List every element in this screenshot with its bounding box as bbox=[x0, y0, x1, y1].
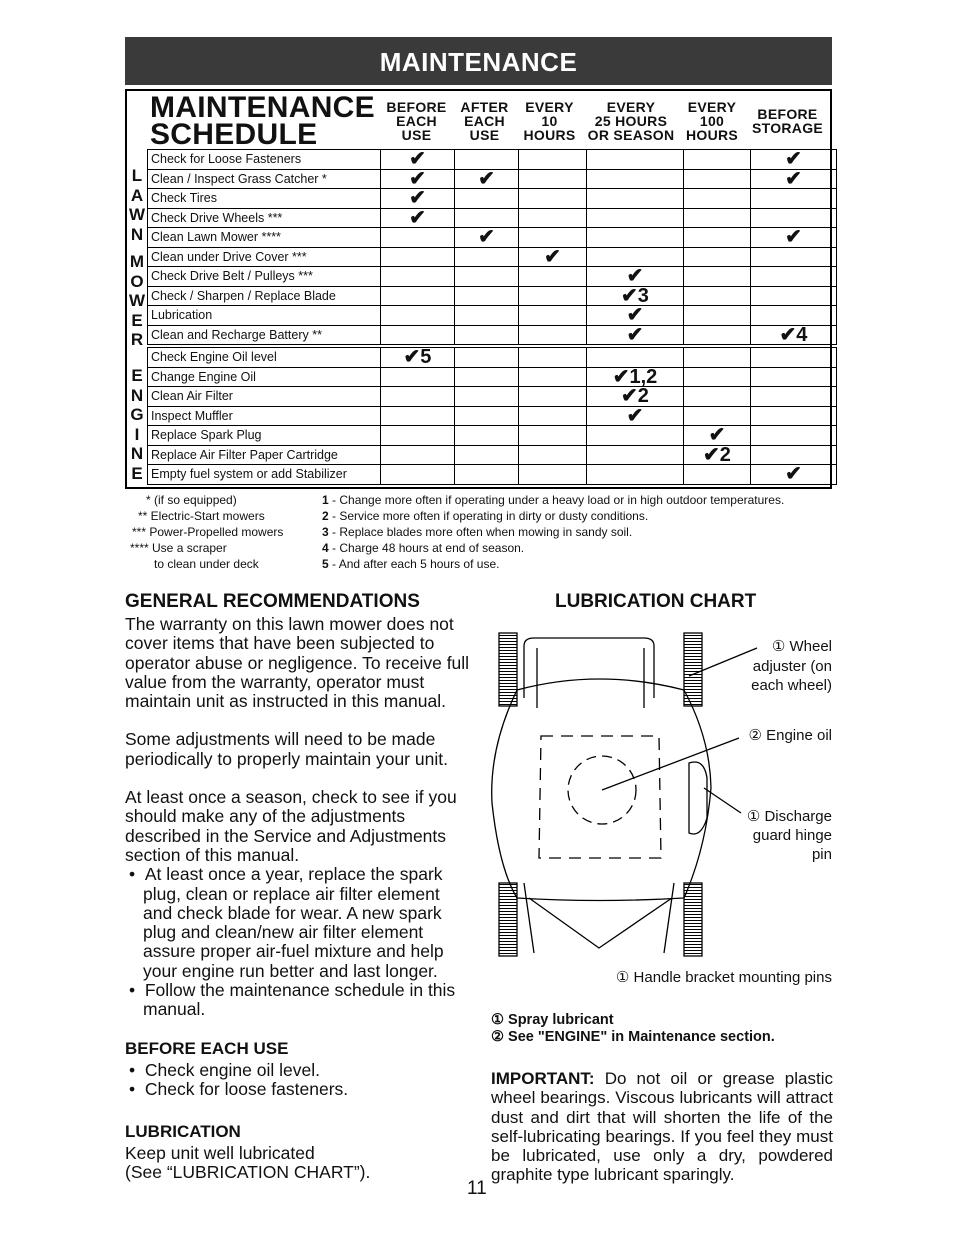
lubrication-legend: ① Spray lubricant ② See "ENGINE" in Maintenance section. bbox=[491, 1012, 775, 1045]
schedule-check-cell bbox=[587, 406, 684, 426]
important-text: Do not oil or grease plastic wheel bearings. Viscous lubricants will attract dust and dirt that will shorten the life of the self-lubricating bearings. If you feel they must be lubricated, use only a dry, powdered graphite type lubricant sparingly. bbox=[491, 1069, 833, 1185]
schedule-row bbox=[148, 325, 837, 345]
section-banner: MAINTENANCE bbox=[125, 37, 832, 85]
schedule-check-cell bbox=[455, 150, 519, 170]
discharge-guard-label: ① Discharge guard hinge pin bbox=[746, 808, 832, 863]
wheel-adjuster-label: ① Wheel bbox=[771, 638, 832, 655]
schedule-check-cell bbox=[751, 348, 837, 368]
schedule-check-cell bbox=[684, 367, 751, 387]
schedule-check-cell bbox=[455, 228, 519, 248]
schedule-check-cell bbox=[751, 286, 837, 306]
general-bullet-1: • At least once a year, replace the spark plug, clean or replace air filter element and check blade for wear. A new spark plug and clean/new air filter element assure proper air-fuel mixture and help your engine run better and last longer. bbox=[129, 864, 444, 981]
general-paragraph-3: At least once a season, check to see if you should make any of the adjustments described in the Service and Adjustments section of this manual. bbox=[125, 787, 457, 865]
lawn-mower-side-label: L A W N M O W E R bbox=[128, 166, 146, 349]
lubrication-heading: LUBRICATION bbox=[125, 1122, 241, 1141]
schedule-check-cell bbox=[587, 247, 684, 267]
check-mark-icon: ✔ bbox=[626, 265, 644, 288]
before-each-use-item: Check for loose fasteners. bbox=[144, 1079, 349, 1100]
schedule-check-cell bbox=[587, 169, 684, 189]
schedule-check-cell bbox=[381, 325, 455, 345]
general-recommendations-heading: GENERAL RECOMMENDATIONS bbox=[125, 591, 420, 612]
page-number: 11 bbox=[467, 1178, 487, 1199]
schedule-check-cell bbox=[519, 247, 587, 267]
col-header-before-storage: BEFORE STORAGE bbox=[751, 106, 824, 136]
schedule-check-cell bbox=[587, 465, 684, 485]
check-mark-icon: ✔ bbox=[785, 148, 802, 171]
schedule-check-cell bbox=[455, 286, 519, 306]
check-mark-icon: ✔ bbox=[409, 167, 426, 190]
check-mark-icon: ✔ bbox=[785, 463, 802, 486]
schedule-check-cell bbox=[587, 189, 684, 209]
schedule-check-cell bbox=[751, 387, 837, 407]
schedule-row bbox=[148, 189, 837, 209]
schedule-check-cell bbox=[455, 348, 519, 368]
schedule-row bbox=[148, 306, 837, 326]
schedule-check-cell bbox=[684, 247, 751, 267]
schedule-task: Replace Spark Plug bbox=[148, 426, 381, 446]
schedule-check-cell bbox=[519, 348, 587, 368]
important-label: IMPORTANT: bbox=[491, 1069, 595, 1088]
schedule-check-cell bbox=[455, 208, 519, 228]
check-mark-icon: ✔ bbox=[708, 424, 726, 447]
schedule-check-cell bbox=[519, 387, 587, 407]
schedule-check-cell bbox=[381, 189, 455, 209]
check-mark-icon: ✔ bbox=[409, 187, 426, 210]
schedule-task: Check Tires bbox=[148, 189, 381, 209]
check-mark-icon: ✔ bbox=[626, 304, 644, 327]
before-each-use-list: • Check engine oil level. • Check for loose fasteners. bbox=[129, 1060, 349, 1100]
check-mark-icon: ✔ bbox=[544, 245, 561, 268]
schedule-check-cell bbox=[587, 267, 684, 287]
schedule-check-cell bbox=[519, 465, 587, 485]
schedule-task: Check Engine Oil level bbox=[148, 348, 381, 368]
schedule-check-cell bbox=[587, 208, 684, 228]
schedule-check-cell bbox=[519, 406, 587, 426]
schedule-check-cell bbox=[381, 267, 455, 287]
general-bullet-2: • Follow the maintenance schedule in this manual. bbox=[129, 980, 456, 1020]
schedule-task: Lubrication bbox=[148, 306, 381, 326]
check-mark-icon: ✔1,2 bbox=[612, 365, 658, 388]
schedule-check-cell bbox=[587, 286, 684, 306]
check-mark-icon: ✔ bbox=[626, 404, 644, 427]
schedule-check-cell bbox=[587, 426, 684, 446]
schedule-check-cell bbox=[381, 150, 455, 170]
schedule-check-cell bbox=[381, 387, 455, 407]
footnote-item: 3 - Replace blades more often when mowing in sandy soil. bbox=[322, 525, 633, 539]
schedule-check-cell bbox=[381, 169, 455, 189]
engine-side-label: E N G I N E bbox=[130, 366, 144, 483]
schedule-check-cell bbox=[455, 189, 519, 209]
schedule-task: Clean Air Filter bbox=[148, 387, 381, 407]
schedule-task: Check for Loose Fasteners bbox=[148, 150, 381, 170]
schedule-row bbox=[148, 267, 837, 287]
footnote-item: 5 - And after each 5 hours of use. bbox=[322, 557, 500, 571]
lubrication-text: Keep unit well lubricated (See “LUBRICATION CHART”). bbox=[125, 1143, 371, 1183]
schedule-check-cell bbox=[751, 426, 837, 446]
schedule-row bbox=[148, 426, 837, 446]
schedule-check-cell bbox=[519, 325, 587, 345]
check-mark-icon: ✔5 bbox=[403, 346, 432, 369]
schedule-check-cell bbox=[455, 367, 519, 387]
schedule-check-cell bbox=[751, 306, 837, 326]
schedule-row bbox=[148, 445, 837, 465]
schedule-check-cell bbox=[519, 367, 587, 387]
col-header-after-each-use: AFTER EACH USE bbox=[460, 99, 509, 143]
schedule-check-cell bbox=[751, 169, 837, 189]
schedule-check-cell bbox=[751, 150, 837, 170]
schedule-check-cell bbox=[455, 445, 519, 465]
check-mark-icon: ✔ bbox=[478, 167, 495, 190]
check-mark-icon: ✔2 bbox=[621, 385, 649, 408]
schedule-check-cell bbox=[519, 228, 587, 248]
handle-bracket-label: ① Handle bracket mounting pins bbox=[615, 969, 832, 986]
general-paragraph-1: The warranty on this lawn mower does not cover items that have been subjected to operator abuse or negligence. To receive full value from the warranty, operator must maintain unit as instructed in this manual. bbox=[125, 614, 470, 712]
schedule-task: Check Drive Wheels *** bbox=[148, 208, 381, 228]
schedule-check-cell bbox=[381, 208, 455, 228]
check-mark-icon: ✔2 bbox=[703, 443, 731, 466]
schedule-row bbox=[148, 406, 837, 426]
schedule-check-cell bbox=[684, 426, 751, 446]
schedule-task: Clean Lawn Mower **** bbox=[148, 228, 381, 248]
schedule-check-cell bbox=[381, 445, 455, 465]
schedule-check-cell bbox=[455, 426, 519, 446]
schedule-check-cell bbox=[587, 228, 684, 248]
before-each-use-heading: BEFORE EACH USE bbox=[125, 1039, 289, 1058]
schedule-check-cell bbox=[519, 208, 587, 228]
schedule-check-cell bbox=[751, 247, 837, 267]
schedule-check-cell bbox=[684, 306, 751, 326]
schedule-check-cell bbox=[684, 228, 751, 248]
schedule-check-cell bbox=[381, 406, 455, 426]
footnote-item: 4 - Charge 48 hours at end of season. bbox=[322, 541, 525, 555]
check-mark-icon: ✔ bbox=[409, 206, 426, 229]
check-mark-icon: ✔3 bbox=[621, 284, 649, 307]
schedule-task: Clean / Inspect Grass Catcher * bbox=[148, 169, 381, 189]
schedule-check-cell bbox=[684, 348, 751, 368]
schedule-check-cell bbox=[455, 247, 519, 267]
schedule-check-cell bbox=[519, 169, 587, 189]
schedule-task: Replace Air Filter Paper Cartridge bbox=[148, 445, 381, 465]
schedule-check-cell bbox=[381, 348, 455, 368]
schedule-check-cell bbox=[519, 267, 587, 287]
schedule-task: Empty fuel system or add Stabilizer bbox=[148, 465, 381, 485]
check-mark-icon: ✔ bbox=[785, 167, 802, 190]
schedule-task: Check Drive Belt / Pulleys *** bbox=[148, 267, 381, 287]
schedule-check-cell bbox=[455, 267, 519, 287]
schedule-check-cell bbox=[381, 247, 455, 267]
schedule-check-cell bbox=[381, 286, 455, 306]
schedule-check-cell bbox=[519, 426, 587, 446]
schedule-check-cell bbox=[684, 286, 751, 306]
schedule-row bbox=[148, 247, 837, 267]
schedule-check-cell bbox=[751, 189, 837, 209]
schedule-check-cell bbox=[381, 228, 455, 248]
schedule-check-cell bbox=[684, 445, 751, 465]
schedule-check-cell bbox=[751, 267, 837, 287]
footnote-item: 1 - Change more often if operating under a heavy load or in high outdoor temperatures. bbox=[322, 493, 785, 507]
schedule-check-cell bbox=[587, 306, 684, 326]
schedule-title-line2: SCHEDULE bbox=[150, 118, 318, 151]
col-header-every-100-hours: EVERY 100 HOURS bbox=[685, 99, 739, 143]
schedule-check-cell bbox=[751, 445, 837, 465]
schedule-row bbox=[148, 150, 837, 170]
schedule-check-cell bbox=[519, 189, 587, 209]
schedule-title bbox=[150, 91, 375, 151]
schedule-check-cell bbox=[455, 325, 519, 345]
schedule-check-cell bbox=[381, 465, 455, 485]
schedule-check-cell bbox=[455, 387, 519, 407]
general-recommendations-text bbox=[125, 615, 470, 1020]
lubrication-chart-heading: LUBRICATION CHART bbox=[555, 591, 757, 612]
schedule-check-cell bbox=[751, 367, 837, 387]
schedule-title-line1: MAINTENANCE bbox=[150, 91, 375, 124]
schedule-check-cell bbox=[455, 406, 519, 426]
schedule-check-cell bbox=[587, 348, 684, 368]
schedule-check-cell bbox=[381, 306, 455, 326]
schedule-check-cell bbox=[587, 387, 684, 407]
schedule-check-cell bbox=[751, 325, 837, 345]
schedule-check-cell bbox=[519, 445, 587, 465]
schedule-check-cell bbox=[381, 367, 455, 387]
schedule-row bbox=[148, 465, 837, 485]
schedule-task: Inspect Muffler bbox=[148, 406, 381, 426]
schedule-check-cell bbox=[519, 286, 587, 306]
schedule-check-cell bbox=[455, 465, 519, 485]
schedule-row bbox=[148, 169, 837, 189]
schedule-check-cell bbox=[684, 325, 751, 345]
footnotes-right bbox=[322, 492, 784, 572]
schedule-task: Clean and Recharge Battery ** bbox=[148, 325, 381, 345]
schedule-check-cell bbox=[455, 169, 519, 189]
schedule-row bbox=[148, 348, 837, 368]
maintenance-schedule-table bbox=[147, 149, 837, 485]
schedule-check-cell bbox=[519, 150, 587, 170]
schedule-row bbox=[148, 228, 837, 248]
check-mark-icon: ✔ bbox=[478, 226, 495, 249]
schedule-check-cell bbox=[751, 406, 837, 426]
footnote-item: 2 - Service more often if operating in dirty or dusty conditions. bbox=[322, 509, 649, 523]
schedule-check-cell bbox=[684, 208, 751, 228]
check-mark-icon: ✔ bbox=[626, 323, 644, 346]
schedule-check-cell bbox=[587, 367, 684, 387]
schedule-check-cell bbox=[381, 426, 455, 446]
schedule-check-cell bbox=[684, 150, 751, 170]
schedule-check-cell bbox=[751, 208, 837, 228]
schedule-check-cell bbox=[587, 150, 684, 170]
schedule-check-cell bbox=[455, 306, 519, 326]
schedule-task: Clean under Drive Cover *** bbox=[148, 247, 381, 267]
schedule-check-cell bbox=[751, 465, 837, 485]
col-header-every-25-hours: EVERY 25 HOURS OR SEASON bbox=[587, 99, 675, 143]
wheel-adjuster-label-cont: adjuster (on each wheel) bbox=[751, 658, 832, 694]
footnotes-left: * (if so equipped) ** Electric-Start mowers *** Power-Propelled mowers **** Use a scraper to clean under deck bbox=[130, 493, 284, 571]
schedule-check-cell bbox=[684, 169, 751, 189]
schedule-task: Check / Sharpen / Replace Blade bbox=[148, 286, 381, 306]
schedule-check-cell bbox=[684, 465, 751, 485]
schedule-row bbox=[148, 387, 837, 407]
schedule-check-cell bbox=[587, 325, 684, 345]
check-mark-icon: ✔ bbox=[409, 148, 426, 171]
col-header-every-10-hours: EVERY 10 HOURS bbox=[523, 99, 576, 143]
schedule-check-cell bbox=[684, 189, 751, 209]
schedule-check-cell bbox=[587, 445, 684, 465]
schedule-check-cell bbox=[751, 228, 837, 248]
important-note bbox=[491, 1069, 833, 1185]
general-paragraph-2: Some adjustments will need to be made periodically to properly maintain your unit. bbox=[125, 729, 448, 769]
schedule-check-cell bbox=[519, 306, 587, 326]
schedule-row bbox=[148, 367, 837, 387]
engine-oil-label: ② Engine oil bbox=[748, 727, 832, 744]
check-mark-icon: ✔4 bbox=[779, 323, 808, 346]
schedule-row bbox=[148, 286, 837, 306]
schedule-task: Change Engine Oil bbox=[148, 367, 381, 387]
schedule-check-cell bbox=[684, 387, 751, 407]
schedule-check-cell bbox=[684, 406, 751, 426]
schedule-check-cell bbox=[684, 267, 751, 287]
before-each-use-item: Check engine oil level. bbox=[144, 1060, 320, 1080]
col-header-before-each-use: BEFORE EACH USE bbox=[386, 99, 447, 143]
check-mark-icon: ✔ bbox=[785, 226, 802, 249]
schedule-row bbox=[148, 208, 837, 228]
